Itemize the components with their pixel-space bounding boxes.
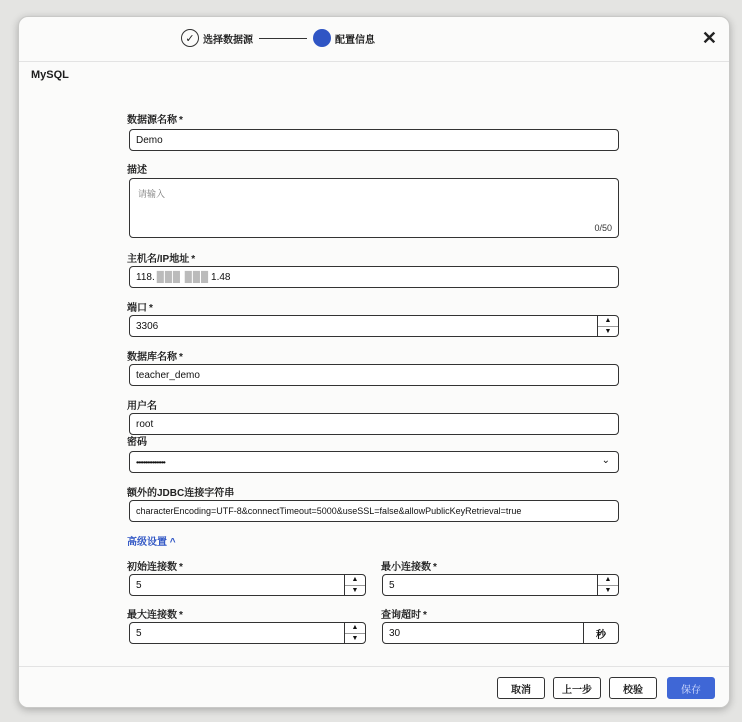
jdbc-label: 额外的JDBC连接字符串	[127, 488, 235, 499]
user-input[interactable]	[129, 413, 619, 435]
step-connector	[259, 38, 307, 39]
chevron-up-icon[interactable]: ▲	[598, 575, 618, 586]
host-value-suffix: 1.48	[211, 271, 231, 283]
desc-label: 描述	[127, 165, 147, 176]
max-conn-input[interactable]	[129, 622, 366, 644]
advanced-settings-toggle[interactable]: 高级设置 ^	[127, 537, 176, 548]
chevron-up-icon[interactable]: ▲	[598, 316, 618, 327]
min-conn-value: 5	[389, 579, 395, 591]
db-value: teacher_demo	[136, 369, 200, 381]
chevron-down-icon[interactable]: ▼	[604, 586, 612, 594]
check-circle-icon: ✓	[181, 29, 199, 47]
jdbc-input[interactable]	[129, 500, 619, 522]
db-input[interactable]	[129, 364, 619, 386]
chevron-down-icon[interactable]: ▼	[351, 634, 359, 642]
prev-step-button[interactable]: 上一步	[553, 677, 601, 699]
validate-button[interactable]: 校验	[609, 677, 657, 699]
init-conn-stepper[interactable]	[344, 575, 365, 595]
datasource-dialog	[18, 16, 730, 708]
pwd-input[interactable]	[129, 451, 619, 473]
user-value: root	[136, 418, 154, 430]
min-conn-input[interactable]	[382, 574, 619, 596]
port-input[interactable]	[129, 315, 619, 337]
min-conn-label: 最小连接数 *	[381, 562, 437, 573]
host-value-prefix: 118.	[136, 271, 155, 283]
host-value-masked: ███ ███	[156, 271, 210, 283]
name-input[interactable]	[129, 129, 619, 151]
stepper	[181, 27, 375, 49]
init-conn-label: 初始连接数 *	[127, 562, 183, 573]
desc-placeholder: 请输入	[138, 189, 166, 199]
desc-char-count: 0/50	[594, 223, 612, 233]
db-label: 数据库名称 *	[127, 352, 183, 363]
port-label: 端口 *	[127, 303, 153, 314]
max-conn-stepper[interactable]	[344, 623, 365, 643]
max-conn-value: 5	[136, 627, 142, 639]
pwd-value: ••••••••••••••••	[136, 457, 165, 467]
chevron-up-icon[interactable]: ▲	[345, 575, 365, 586]
max-conn-label: 最大连接数 *	[127, 610, 183, 621]
step-active-icon	[313, 29, 331, 47]
chevron-down-icon[interactable]: ▼	[604, 327, 612, 335]
eye-toggle-icon[interactable]: ⌄	[601, 455, 610, 466]
host-label: 主机名/IP地址 *	[127, 254, 196, 265]
user-label: 用户名	[127, 401, 157, 412]
chevron-up-icon[interactable]: ▲	[345, 623, 365, 634]
port-stepper[interactable]	[597, 316, 618, 336]
port-value: 3306	[136, 320, 159, 332]
dialog-header	[19, 17, 729, 62]
dialog-footer	[19, 666, 729, 707]
source-type-title: MySQL	[31, 69, 69, 81]
min-conn-stepper[interactable]	[597, 575, 618, 595]
cancel-button[interactable]: 取消	[497, 677, 545, 699]
step1-label: 选择数据源	[203, 34, 253, 46]
pwd-label: 密码	[127, 437, 147, 448]
timeout-label: 查询超时 *	[381, 610, 427, 621]
close-icon[interactable]: ✕	[701, 28, 717, 48]
name-value: Demo	[136, 134, 163, 146]
jdbc-value: characterEncoding=UTF-8&connectTimeout=5000&useSSL=false&allowPublicKeyRetrieval=true	[136, 506, 522, 516]
desc-textarea[interactable]	[129, 178, 619, 238]
save-button[interactable]: 保存	[667, 677, 715, 699]
timeout-unit: 秒	[583, 623, 618, 643]
chevron-down-icon[interactable]: ▼	[351, 586, 359, 594]
timeout-value: 30	[389, 627, 401, 639]
init-conn-input[interactable]	[129, 574, 366, 596]
step2-label: 配置信息	[335, 34, 375, 46]
timeout-input[interactable]	[382, 622, 619, 644]
init-conn-value: 5	[136, 579, 142, 591]
host-input[interactable]	[129, 266, 619, 288]
name-label: 数据源名称 *	[127, 115, 183, 126]
